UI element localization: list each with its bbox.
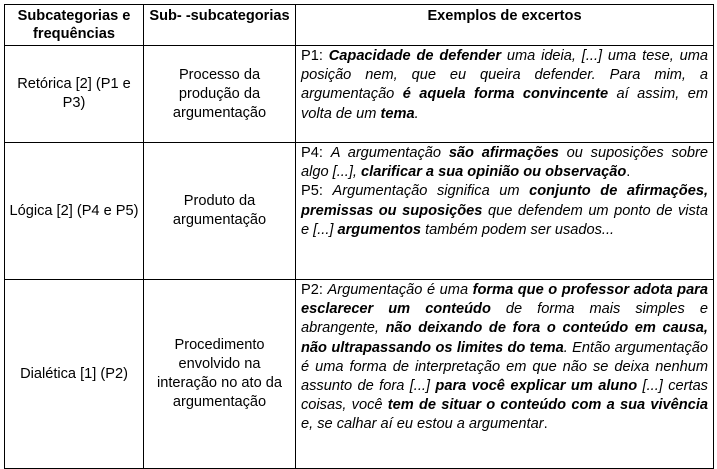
excerpt-text: [...] certas coisas, você (301, 378, 708, 414)
excerpt-emphasis: são afirmações (448, 145, 559, 161)
excerpt-text: . Então argumentação é uma forma de interpretação em que não se deixa nenhum assunto de fora [...] (301, 339, 708, 395)
header-excerpts: Exemplos de excertos (296, 5, 714, 46)
excerpt-text: aí assim, em volta de um (301, 86, 708, 122)
excerpt-text: A argumentação (330, 145, 449, 161)
excerpt-text: que defendem um ponto de vista e [...] (301, 202, 708, 238)
excerpt-text: . (543, 416, 548, 433)
excerpt-emphasis: tema (380, 105, 415, 122)
excerpt-text: e, se calhar aí eu estou a argumentar (301, 416, 544, 433)
excerpt-text: . (626, 164, 631, 181)
excerpt-cell (296, 143, 714, 280)
header-subcategories: Sub- -subcategorias (144, 5, 296, 46)
excerpt-text: uma ideia, [...] uma tese, uma posição nem, que eu queira defender. Para mim, a argumentação (301, 48, 708, 103)
excerpt-text: ou suposições sobre algo [...], (301, 145, 708, 181)
excerpt-paragraph (301, 144, 708, 182)
excerpt-text: também podem ser usados... (421, 221, 615, 238)
excerpt-emphasis: para você explicar um aluno (435, 378, 638, 395)
excerpt-paragraph (301, 47, 708, 124)
excerpt-cell (296, 280, 714, 469)
category-cell: Retórica [2] (P1 e P3) (5, 46, 144, 143)
excerpt-emphasis: é aquela forma convincente (402, 86, 609, 103)
excerpt-text: Argumentação é uma (327, 282, 473, 298)
subcategory-cell: Procedimento envolvido na interação no ato da argumentação (144, 280, 296, 469)
excerpt-emphasis: não deixando de fora o conteúdo em causa, não ultrapassando os limites do tema (301, 320, 708, 356)
header-row (5, 5, 714, 46)
excerpt-text: de forma mais simples e abrangente, (301, 301, 708, 337)
excerpt-text: P2: (301, 282, 328, 298)
excerpt-text: P1: (301, 48, 329, 64)
excerpt-emphasis: argumentos (337, 221, 422, 238)
excerpt-emphasis: clarificar a sua opinião ou observação (361, 164, 627, 181)
subcategory-cell: Produto da argumentação (144, 143, 296, 280)
category-cell: Dialética [1] (P2) (5, 280, 144, 469)
excerpt-emphasis: tem de situar o conteúdo com a sua vivência (387, 397, 708, 414)
table-row (5, 46, 714, 143)
excerpt-text: . (414, 105, 419, 122)
categories-table (4, 4, 714, 469)
excerpt-paragraph (301, 281, 708, 435)
excerpt-cell (296, 46, 714, 143)
table-row (5, 143, 714, 280)
excerpt-emphasis: Capacidade de defender (328, 48, 502, 64)
category-cell: Lógica [2] (P4 e P5) (5, 143, 144, 280)
excerpt-emphasis: conjunto de afirmações, premissas ou suposições (301, 183, 708, 219)
excerpt-text: Argumentação significa um (332, 183, 530, 200)
excerpt-text: P5: (301, 183, 333, 200)
excerpt-paragraph (301, 182, 708, 240)
header-categories: Subcategorias e frequências (5, 5, 144, 46)
excerpt-text: P4: (301, 145, 331, 161)
table-row (5, 280, 714, 469)
excerpt-emphasis: forma que o professor adota para esclarecer um conteúdo (301, 282, 708, 318)
subcategory-cell: Processo da produção da argumentação (144, 46, 296, 143)
